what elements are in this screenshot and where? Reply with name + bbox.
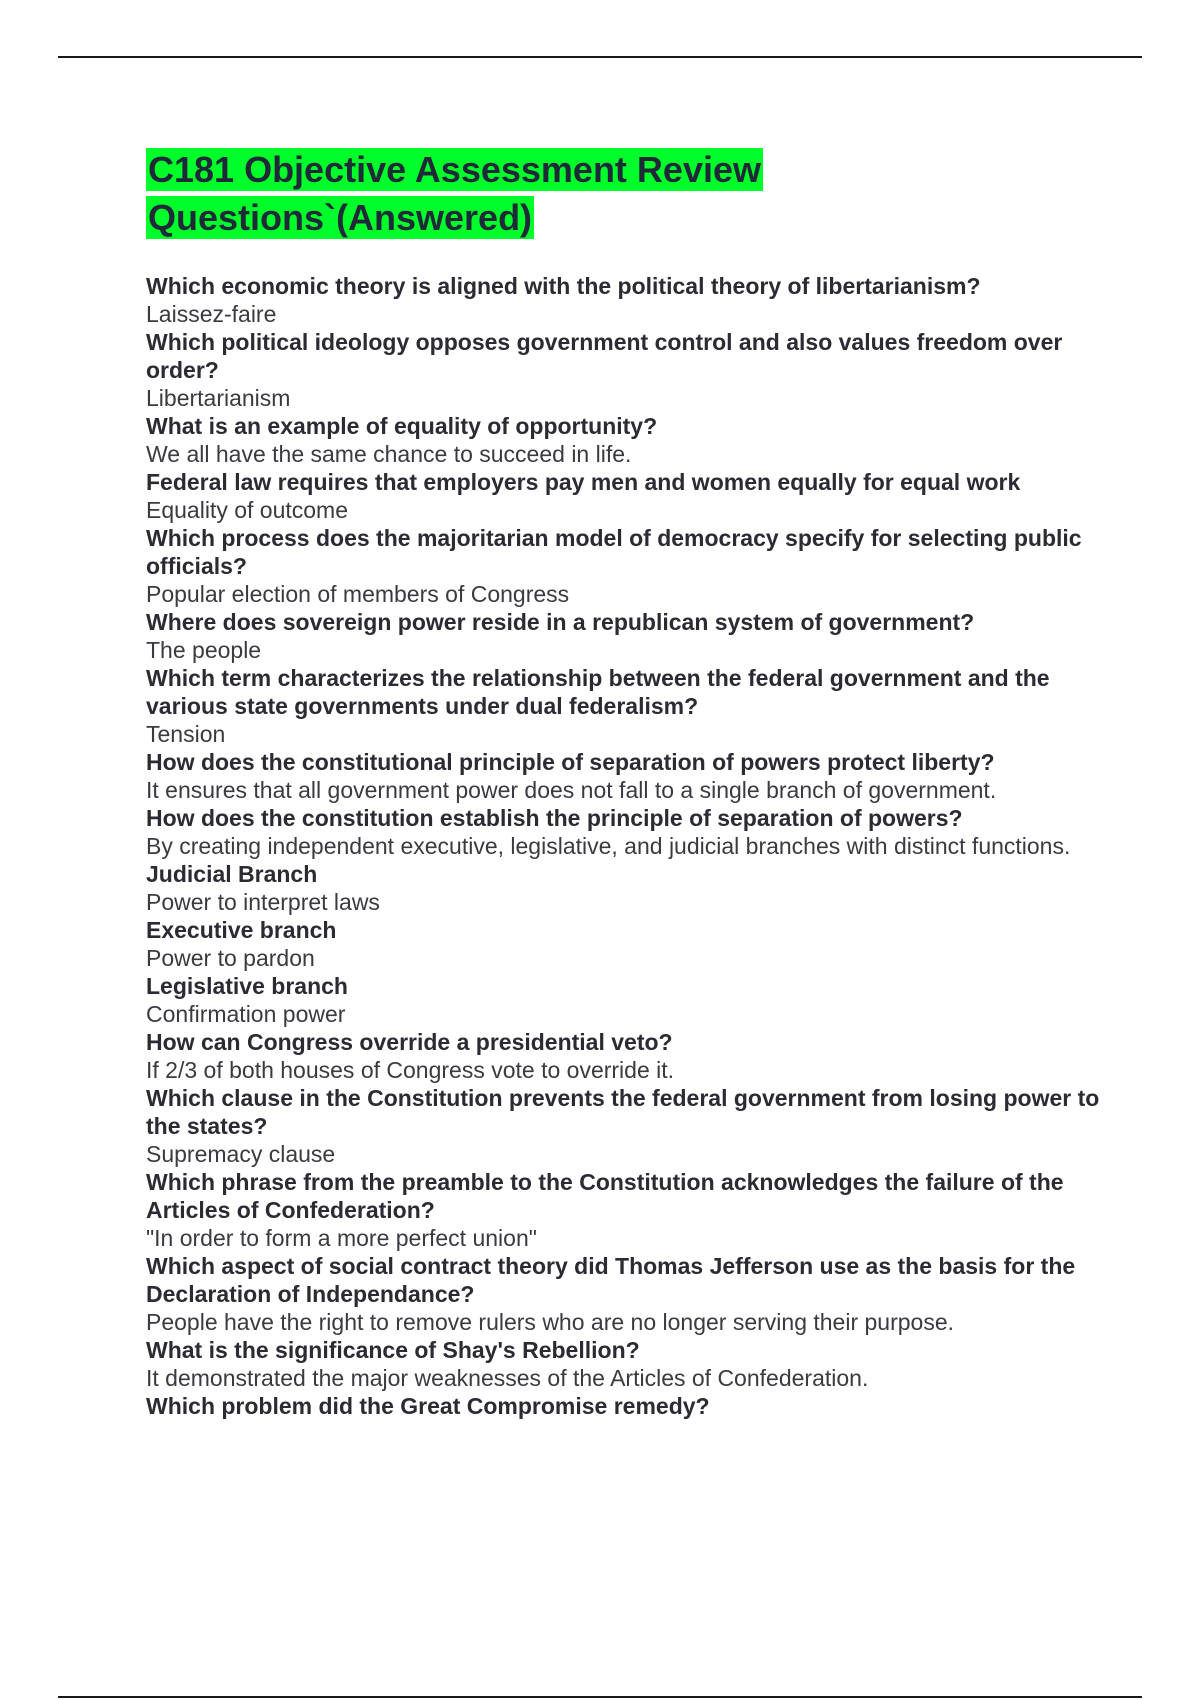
question-text: What is the significance of Shay's Rebellion? <box>146 1337 640 1363</box>
document-title <box>146 146 1106 242</box>
answer-text: It ensures that all government power does not fall to a single branch of government. <box>146 777 997 803</box>
qa-item <box>146 1252 1106 1336</box>
qa-item <box>146 972 1106 1028</box>
qa-item <box>146 272 1106 328</box>
qa-item <box>146 524 1106 608</box>
answer-text: If 2/3 of both houses of Congress vote to override it. <box>146 1057 675 1083</box>
qa-item <box>146 328 1106 412</box>
answer-text: "In order to form a more perfect union" <box>146 1225 537 1251</box>
answer-text: Confirmation power <box>146 1001 346 1027</box>
question-text: What is an example of equality of opportunity? <box>146 413 658 439</box>
question-text: Which clause in the Constitution prevents the federal government from losing power to the states? <box>146 1085 1100 1139</box>
document-body <box>146 146 1106 1420</box>
question-text: Which phrase from the preamble to the Constitution acknowledges the failure of the Articles of Confederation? <box>146 1169 1064 1223</box>
question-text: How does the constitutional principle of separation of powers protect liberty? <box>146 749 995 775</box>
title-line-2: Questions`(Answered) <box>148 197 533 238</box>
answer-text: The people <box>146 637 262 663</box>
qa-item <box>146 1392 1106 1420</box>
answer-text: People have the right to remove rulers who are no longer serving their purpose. <box>146 1309 955 1335</box>
question-text: Judicial Branch <box>146 861 318 887</box>
question-text: Which process does the majoritarian model of democracy specify for selecting public officials? <box>146 525 1082 579</box>
question-text: Where does sovereign power reside in a republican system of government? <box>146 609 975 635</box>
answer-text: Libertarianism <box>146 385 291 411</box>
qa-item <box>146 1336 1106 1392</box>
qa-item <box>146 412 1106 468</box>
question-text: Which aspect of social contract theory did Thomas Jefferson use as the basis for the Declaration of Independance? <box>146 1253 1076 1307</box>
answer-text: Equality of outcome <box>146 497 349 523</box>
question-text: Executive branch <box>146 917 337 943</box>
qa-item <box>146 1168 1106 1252</box>
question-text: Which term characterizes the relationship between the federal government and the various state governments under dual federalism? <box>146 665 1050 719</box>
question-text: Which problem did the Great Compromise remedy? <box>146 1393 710 1419</box>
question-text: How can Congress override a presidential veto? <box>146 1029 673 1055</box>
qa-list <box>146 272 1106 1420</box>
answer-text: Supremacy clause <box>146 1141 336 1167</box>
question-text: Federal law requires that employers pay men and women equally for equal work <box>146 469 1021 495</box>
qa-item <box>146 1084 1106 1168</box>
qa-item <box>146 860 1106 916</box>
bottom-rule <box>58 1696 1142 1698</box>
qa-item <box>146 748 1106 804</box>
question-text: Which economic theory is aligned with the political theory of libertarianism? <box>146 273 981 299</box>
answer-text: It demonstrated the major weaknesses of the Articles of Confederation. <box>146 1365 869 1391</box>
answer-text: Laissez-faire <box>146 301 277 327</box>
answer-text: Power to interpret laws <box>146 889 380 915</box>
answer-text: Power to pardon <box>146 945 315 971</box>
qa-item <box>146 1028 1106 1084</box>
answer-text: Popular election of members of Congress <box>146 581 570 607</box>
qa-item <box>146 804 1106 860</box>
top-rule <box>58 56 1142 58</box>
answer-text: Tension <box>146 721 226 747</box>
qa-item <box>146 916 1106 972</box>
qa-item <box>146 608 1106 664</box>
answer-text: By creating independent executive, legislative, and judicial branches with distinct functions. <box>146 833 1071 859</box>
qa-item <box>146 468 1106 524</box>
question-text: How does the constitution establish the principle of separation of powers? <box>146 805 963 831</box>
qa-item <box>146 664 1106 748</box>
title-line-1: C181 Objective Assessment Review <box>148 149 761 190</box>
answer-text: We all have the same chance to succeed in life. <box>146 441 632 467</box>
question-text: Legislative branch <box>146 973 348 999</box>
question-text: Which political ideology opposes government control and also values freedom over order? <box>146 329 1063 383</box>
